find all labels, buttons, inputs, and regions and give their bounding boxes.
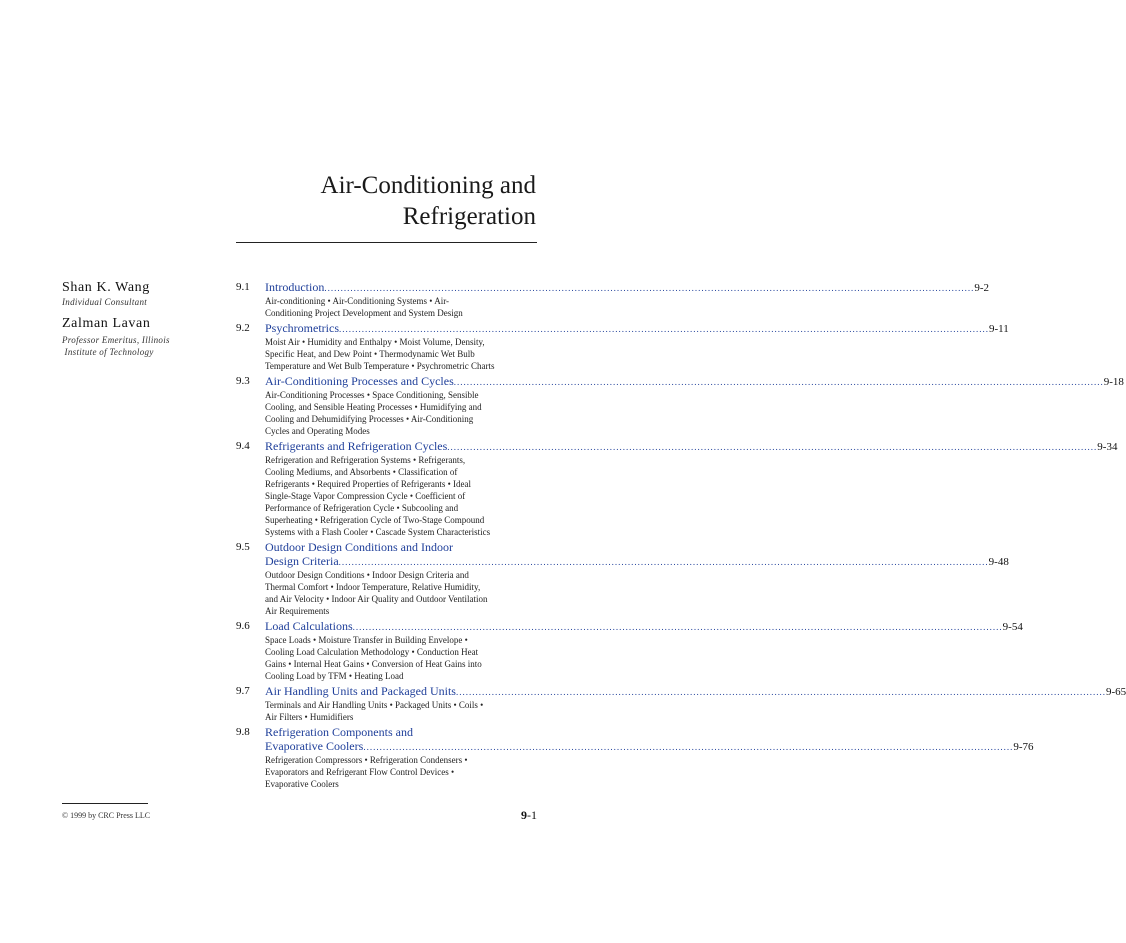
section-title[interactable]: Load Calculations xyxy=(265,619,353,633)
page-number-chapter: 9 xyxy=(521,808,527,822)
chapter-title xyxy=(236,170,536,232)
section-topics: Conditioning Project Development and System Design xyxy=(265,308,463,318)
chapter-title-line-2: Refrigeration xyxy=(402,203,536,230)
section-link[interactable] xyxy=(265,439,1118,454)
toc-entry xyxy=(236,280,989,319)
section-number: 9.8 xyxy=(236,726,250,738)
section-number: 9.2 xyxy=(236,322,250,334)
section-link[interactable] xyxy=(265,725,1034,754)
author-name: Shan K. Wang xyxy=(62,280,150,295)
leader-dots: ........................................................................................................................................................................................................ xyxy=(453,377,1104,387)
section-topics: Systems with a Flash Cooler • Cascade System Characteristics xyxy=(265,527,491,537)
section-title[interactable]: Air-Conditioning Processes and Cycles xyxy=(265,374,454,388)
section-page: 9-11 xyxy=(989,323,1009,335)
toc-entry xyxy=(236,725,1034,790)
section-number: 9.5 xyxy=(236,541,250,553)
section-topics: Air-conditioning • Air-Conditioning Systems • Air- xyxy=(265,296,450,306)
section-link[interactable] xyxy=(265,540,1009,569)
section-topics: Moist Air • Humidity and Enthalpy • Moist Volume, Density, xyxy=(265,337,485,347)
section-title[interactable]: Air Handling Units and Packaged Units xyxy=(265,684,456,698)
author-affiliation: Institute of Technology xyxy=(62,347,154,357)
section-page: 9-54 xyxy=(1002,621,1023,633)
author-list xyxy=(62,280,232,362)
author-affiliation: Individual Consultant xyxy=(62,297,148,307)
copyright-notice: © 1999 by CRC Press LLC xyxy=(62,811,151,820)
section-number: 9.7 xyxy=(236,685,250,697)
section-topics: Refrigeration and Refrigeration Systems • Refrigerants, xyxy=(265,455,466,465)
title-divider xyxy=(236,242,537,243)
section-page: 9-65 xyxy=(1105,686,1126,698)
section-page: 9-76 xyxy=(1013,741,1034,753)
section-title[interactable]: Outdoor Design Conditions and Indoor xyxy=(265,540,453,554)
page-number xyxy=(521,808,537,823)
toc-entry xyxy=(236,540,1009,617)
leader-dots: ........................................................................................................................................................................................................ xyxy=(447,442,1098,452)
section-title[interactable]: Evaporative Coolers xyxy=(265,739,364,753)
section-topics: Temperature and Wet Bulb Temperature • Psychrometric Charts xyxy=(265,361,495,371)
leader-dots: ........................................................................................................................................................................................................ xyxy=(455,687,1106,697)
table-of-contents xyxy=(236,280,1126,792)
page-number-page: -1 xyxy=(527,808,537,822)
section-topics: Terminals and Air Handling Units • Packaged Units • Coils • xyxy=(265,700,484,710)
leader-dots: ........................................................................................................................................................................................................ xyxy=(338,557,989,567)
section-topics: Outdoor Design Conditions • Indoor Design Criteria and xyxy=(265,570,469,580)
toc-entry xyxy=(236,374,1124,437)
section-link[interactable] xyxy=(265,619,1023,634)
section-number: 9.1 xyxy=(236,281,250,293)
section-topics: Specific Heat, and Dew Point • Thermodynamic Wet Bulb xyxy=(265,349,475,359)
section-topics: Evaporative Coolers xyxy=(265,779,339,789)
author xyxy=(62,316,232,358)
toc-entry xyxy=(236,439,1118,538)
section-topics: Cooling and Dehumidifying Processes • Air-Conditioning xyxy=(265,414,474,424)
section-link[interactable] xyxy=(265,374,1124,389)
section-topics: Performance of Refrigeration Cycle • Subcooling and xyxy=(265,503,459,513)
section-topics: Cooling Load by TFM • Heating Load xyxy=(265,671,404,681)
section-page: 9-34 xyxy=(1097,441,1118,453)
section-link[interactable] xyxy=(265,280,989,295)
section-topics: Air-Conditioning Processes • Space Conditioning, Sensible xyxy=(265,390,479,400)
section-page: 9-48 xyxy=(988,556,1009,568)
section-topics: Refrigeration Compressors • Refrigeration Condensers • xyxy=(265,755,468,765)
section-link[interactable] xyxy=(265,321,1009,336)
toc-entry xyxy=(236,684,1126,723)
chapter-title-line-1: Air-Conditioning and xyxy=(320,172,536,199)
section-topics: Evaporators and Refrigerant Flow Control Devices • xyxy=(265,767,455,777)
section-page: 9-2 xyxy=(974,282,989,294)
section-topics: Cooling, and Sensible Heating Processes • Humidifying and xyxy=(265,402,482,412)
author xyxy=(62,280,232,308)
section-title[interactable]: Introduction xyxy=(265,280,325,294)
section-topics: Superheating • Refrigeration Cycle of Two-Stage Compound xyxy=(265,515,485,525)
section-title[interactable]: Refrigerants and Refrigeration Cycles xyxy=(265,439,448,453)
section-number: 9.3 xyxy=(236,375,250,387)
section-number: 9.6 xyxy=(236,620,250,632)
section-title[interactable]: Psychrometrics xyxy=(265,321,339,335)
toc-entry xyxy=(236,619,1023,682)
leader-dots: ........................................................................................................................................................................................................ xyxy=(352,622,1003,632)
section-topics: Gains • Internal Heat Gains • Conversion of Heat Gains into xyxy=(265,659,482,669)
section-topics: Cycles and Operating Modes xyxy=(265,426,370,436)
section-topics: Thermal Comfort • Indoor Temperature, Relative Humidity, xyxy=(265,582,481,592)
leader-dots: ........................................................................................................................................................................................................ xyxy=(339,324,989,334)
author-affiliation: Professor Emeritus, Illinois xyxy=(62,335,170,345)
section-topics: Air Requirements xyxy=(265,606,330,616)
section-topics: Refrigerants • Required Properties of Refrigerants • Ideal xyxy=(265,479,471,489)
toc-entry xyxy=(236,321,1009,372)
leader-dots: ........................................................................................................................................................................................................ xyxy=(363,742,1014,752)
section-topics: Single-Stage Vapor Compression Cycle • Coefficient of xyxy=(265,491,466,501)
section-number: 9.4 xyxy=(236,440,250,452)
author-name: Zalman Lavan xyxy=(62,316,151,331)
section-page: 9-18 xyxy=(1103,376,1124,388)
section-topics: Space Loads • Moisture Transfer in Building Envelope • xyxy=(265,635,468,645)
section-title[interactable]: Design Criteria xyxy=(265,554,339,568)
section-title[interactable]: Refrigeration Components and xyxy=(265,725,413,739)
section-topics: Cooling Mediums, and Absorbents • Classification of xyxy=(265,467,458,477)
section-link[interactable] xyxy=(265,684,1126,699)
leader-dots: ........................................................................................................................................................................................................ xyxy=(324,283,975,293)
section-topics: Cooling Load Calculation Methodology • Conduction Heat xyxy=(265,647,479,657)
footnote-divider xyxy=(62,803,148,804)
section-topics: and Air Velocity • Indoor Air Quality and Outdoor Ventilation xyxy=(265,594,488,604)
section-topics: Air Filters • Humidifiers xyxy=(265,712,354,722)
